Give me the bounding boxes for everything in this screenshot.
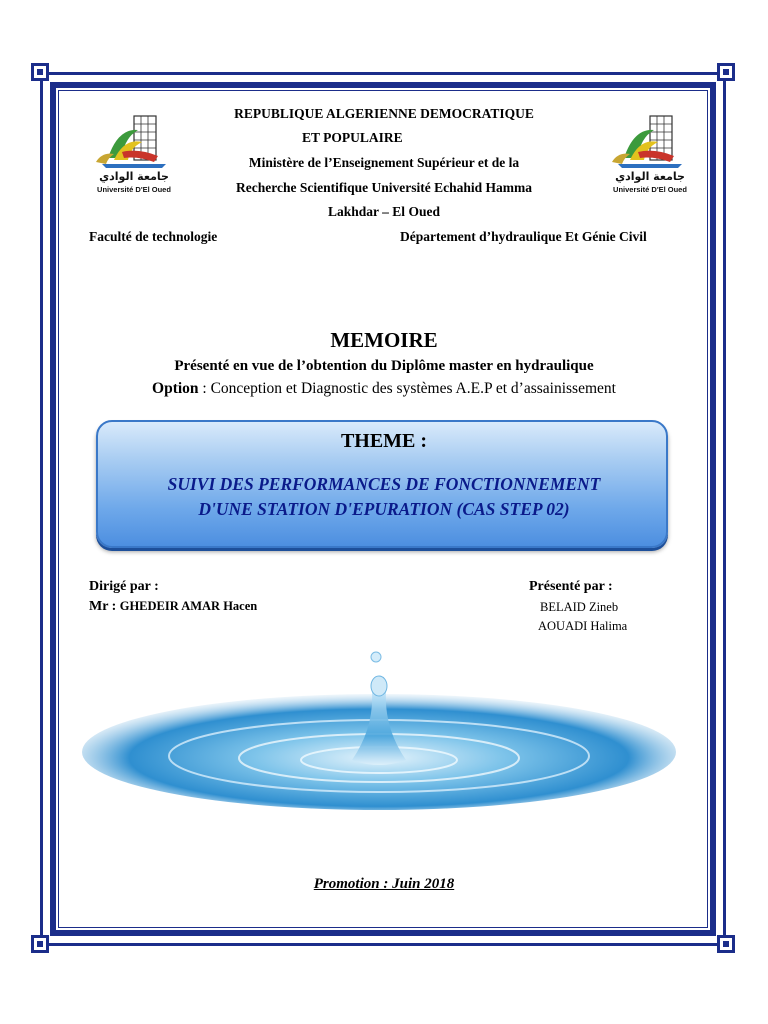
option-line [0, 380, 768, 398]
supervisor-name: GHEDEIR AMAR Hacen [119, 599, 258, 613]
header-research-university: Recherche Scientifique Université Echahid Hamma [236, 180, 532, 195]
directed-by-label: Dirigé par : [89, 579, 159, 594]
theme-line-1: SUIVI DES PERFORMANCES DE FONCTIONNEMENT [167, 474, 601, 494]
student-name: AOUADI Halima [538, 619, 628, 633]
logo-right-arabic-text: جامعة الوادي [615, 170, 685, 183]
theme-box [96, 420, 668, 548]
header-city: Lakhdar – El Oued [328, 204, 440, 219]
logo-right-latin-text: Université D'El Oued [613, 185, 687, 194]
faculty-label: Faculté de technologie [89, 229, 218, 244]
supervisor-line [89, 598, 257, 615]
document-type-title: MEMOIRE [330, 328, 438, 352]
option-label: Option [152, 380, 199, 397]
student-name: BELAID Zineb [540, 600, 619, 614]
theme-label: THEME : [340, 430, 428, 452]
border-corner-top-left [31, 63, 49, 81]
mr-label: Mr : [89, 599, 117, 614]
border-corner-bottom-right [717, 935, 735, 953]
header-ministry: Ministère de l’Enseignement Supérieur et de la [248, 155, 520, 170]
presented-by-label: Présenté par : [529, 579, 613, 594]
header-republic: REPUBLIQUE ALGERIENNE DEMOCRATIQUE [234, 106, 534, 121]
water-drop-image [82, 648, 676, 814]
logo-left-arabic-text: جامعة الوادي [99, 170, 169, 183]
border-corner-top-right [717, 63, 735, 81]
theme-title-text [98, 472, 670, 522]
diploma-statement: Présenté en vue de l’obtention du Diplôme master en hydraulique [174, 358, 594, 374]
promotion-date: Promotion : Juin 2018 [313, 876, 455, 892]
department-label: Département d’hydraulique Et Génie Civil [400, 229, 647, 244]
border-corner-bottom-left [31, 935, 49, 953]
logo-left-latin-text: Université D'El Oued [97, 185, 171, 194]
header-populaire: ET POPULAIRE [302, 130, 403, 145]
option-value: : Conception et Diagnostic des systèmes A.E.P et d’assainissement [198, 380, 616, 397]
theme-line-2: D'UNE STATION D'EPURATION (CAS STEP 02) [198, 499, 570, 519]
